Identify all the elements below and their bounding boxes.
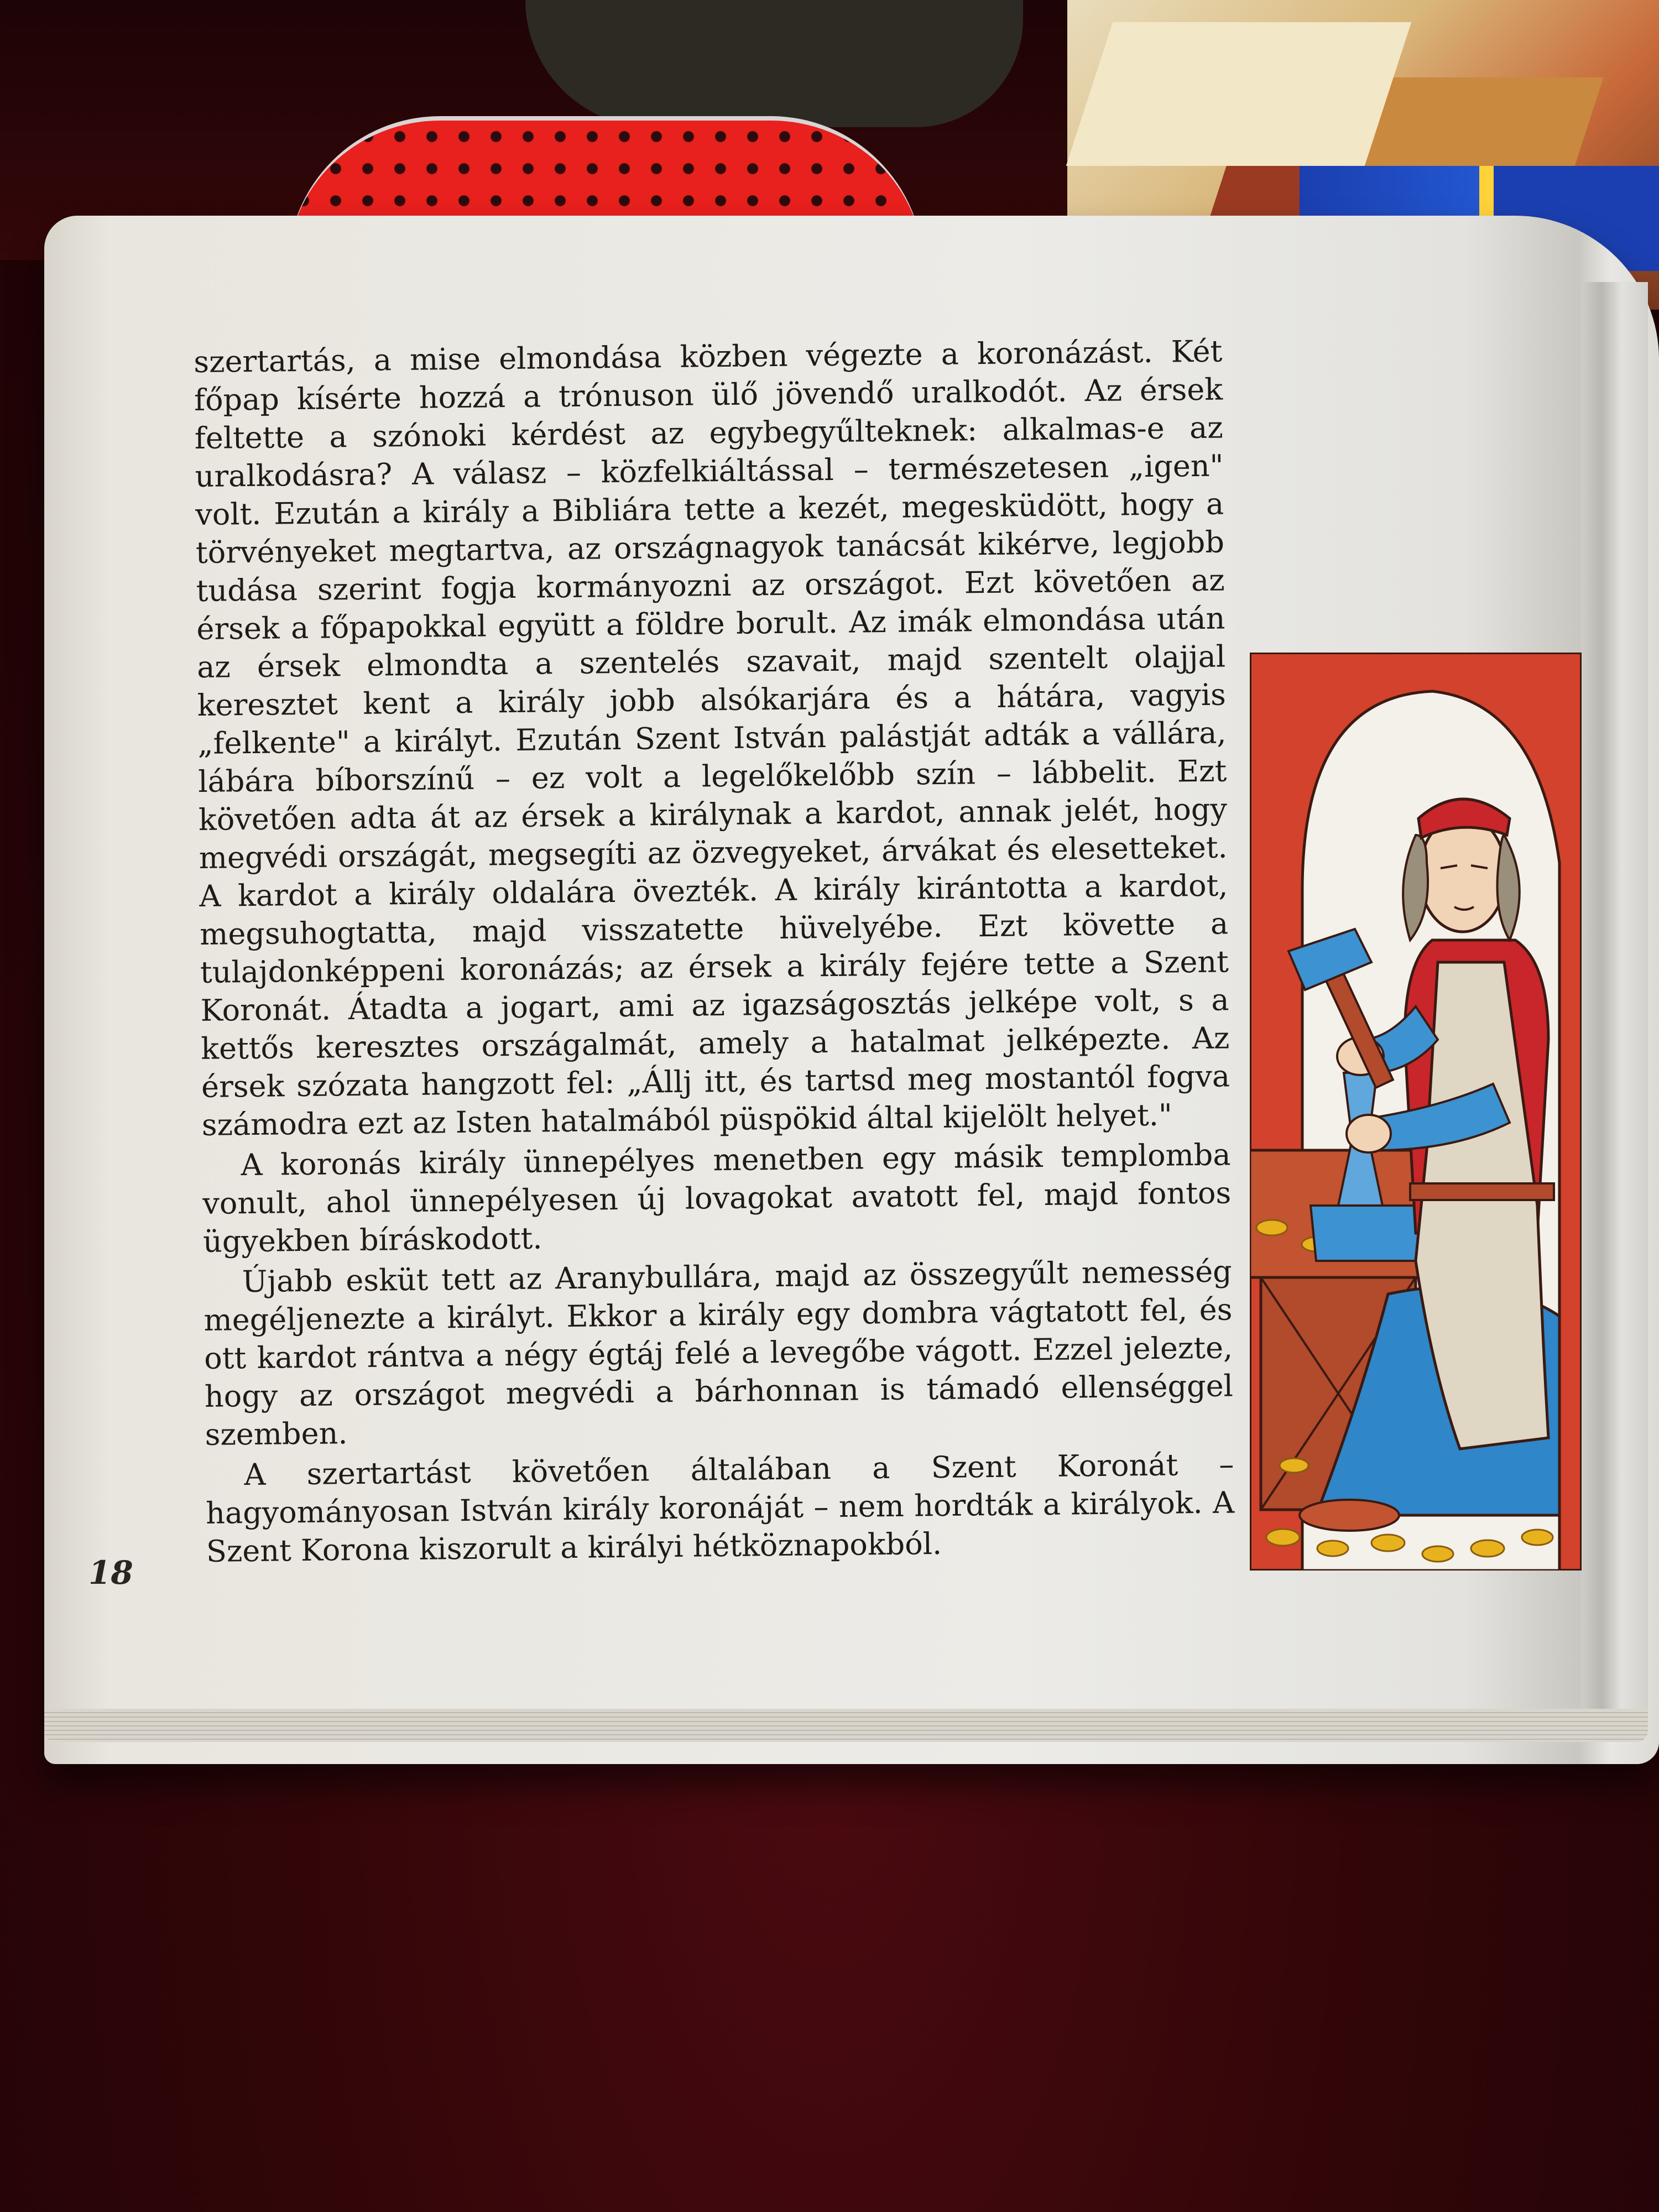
craftsman-illustration	[1250, 653, 1582, 1571]
paragraph-4: A szertartást követően általában a Szent Koronát – hagyományosan István király koronáját – nem hordták a királyok. A Szent Korona kiszorult a királyi hétköznapokból.	[205, 1447, 1235, 1569]
page-text	[194, 332, 1235, 1571]
book-gutter	[1582, 282, 1648, 1731]
craftsman-illustration-svg	[1250, 653, 1582, 1571]
page-edges	[44, 1709, 1648, 1742]
illustration-foot	[1300, 1500, 1399, 1531]
illustration-belt	[1410, 1183, 1554, 1200]
paragraph-3: Újabb esküt tett az Aranybullára, majd az összegyűlt nemesség megéljenezte a királyt. Ekkor a király egy dombra vágtatott fel, és ott kardot rántva a négy égtáj felé a levegőbe vágott. Ezzel jelezte, hogy az országot megvédi a bárhonnan is támadó ellenséggel szemben.	[204, 1254, 1234, 1452]
book-page	[44, 216, 1659, 1764]
paragraph-2: A koronás király ünnepélyes menetben egy másik templomba vonult, ahol ünnepélyesen új lovagokat avatott fel, majd fontos ügyekben bíráskodott.	[202, 1137, 1232, 1259]
illustration-hand-goblet	[1347, 1115, 1391, 1152]
background-dark-object	[525, 0, 1023, 127]
paragraph-1: szertartás, a mise elmondása közben végezte a koronázást. Két főpap kísérte hozzá a trónuson ülő jövendő uralkodót. Az érsek feltette a szónoki kérdést az egybegyűlteknek: alkalmas-e az uralkodásra? A válasz – közfelkiáltással – természetesen „igen" volt. Ezután a király a Bibliára tette a kezét, megesküdött, hogy a törvényeket megtartva, az országnagyok tanácsát kikérve, legjobb tudása szerint fogja kormányozni az országot. Ezt követően az érsek a főpapokkal együtt a földre borult. Az imák elmondása után az érsek elmondta a szentelés szavait, majd szentelt olajjal keresztet kent a király jobb alsókarjára és a hátára, vagyis „felkente" a királyt. Ezután Szent István palástját adták a vállára, lábára bíborszínű – ez volt a legelőkelőbb szín – lábbelit. Ezt követően adta át az érsek a királynak a kardot, annak jelét, hogy megvédi országát, megsegíti az özvegyeket, árvákat és elesetteket. A kardot a király oldalára övezték. A király kirántotta a kardot, megsuhogtatta, majd visszatette hüvelyébe. Ezt követte a tulajdonképpeni koronázás; az érsek a király fejére tette a Szent Koronát. Átadta a jogart, ami az igazságosztás jelképe volt, s a kettős keresztes országalmát, amely a hatalmat jelképezte. Az érsek szózata hangzott fel: „Állj itt, és tartsd meg mostantól fogva számodra ezt az Isten hatalmából püspökid által kijelölt helyet."	[194, 333, 1230, 1142]
page-number: 18	[88, 1554, 133, 1592]
